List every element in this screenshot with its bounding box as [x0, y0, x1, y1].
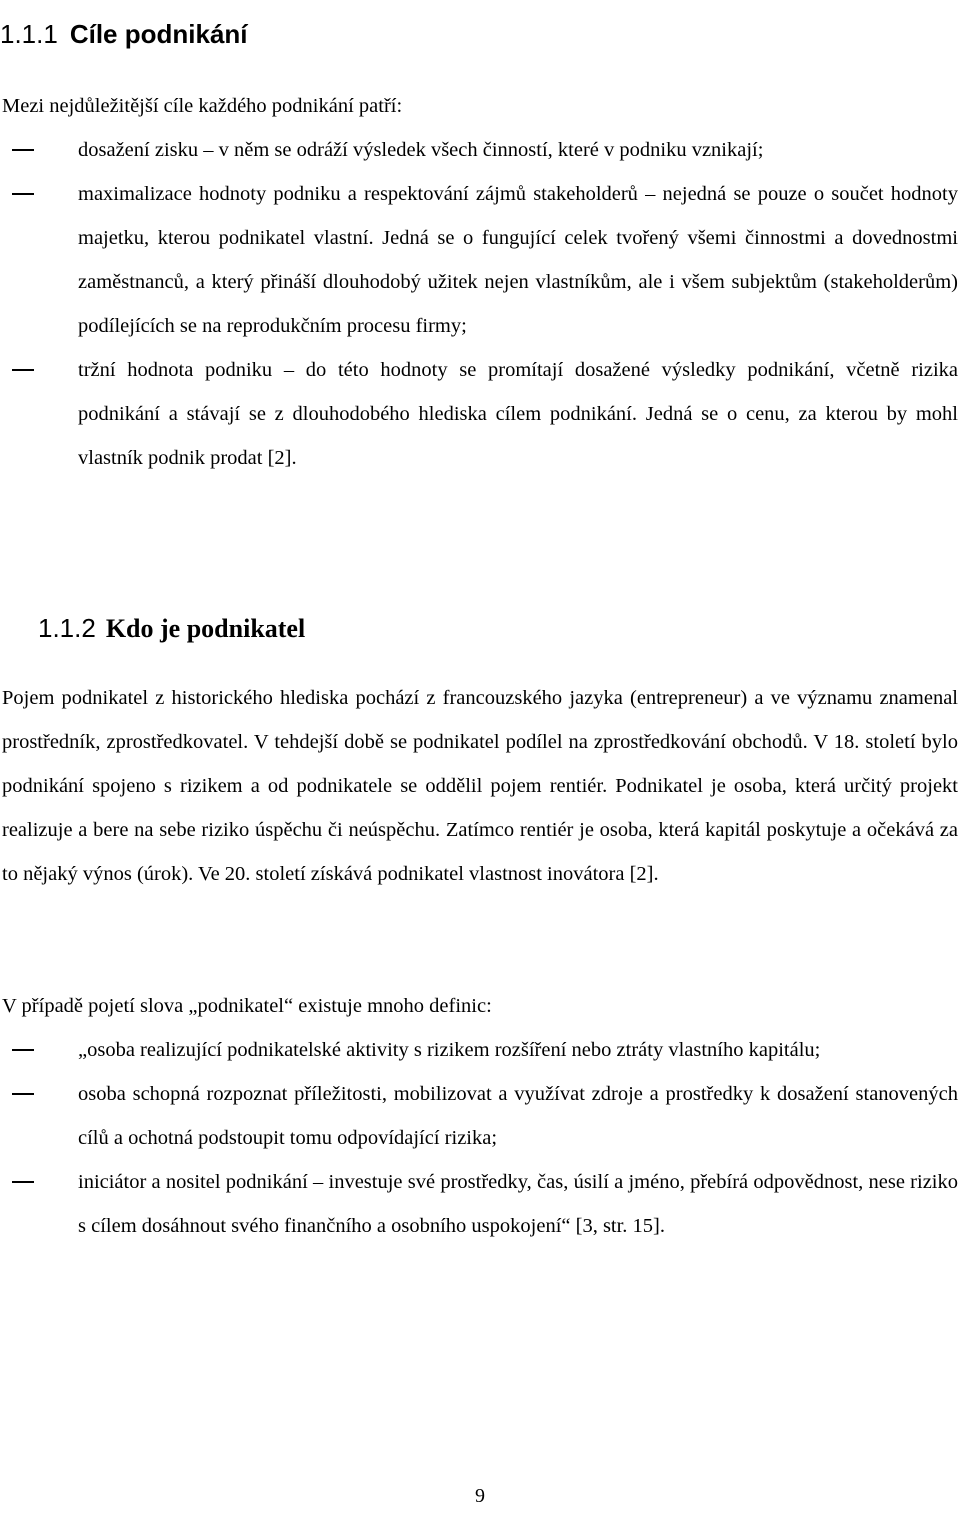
dash-bullet-icon: [12, 1093, 34, 1095]
list-item: [0, 348, 958, 480]
list-item: [0, 1072, 958, 1160]
list-item: [0, 1160, 958, 1248]
section-heading-cile-podnikani: [0, 21, 248, 48]
section-number: 1.1.2: [38, 612, 96, 643]
list-item: [0, 128, 958, 172]
dash-bullet-icon: [12, 369, 34, 371]
list-item-text: tržní hodnota podniku – do této hodnoty se promítají dosažené výsledky podnikání, včetně rizika podnikání a stávají se z dlouhodobého hlediska cílem podnikání. Jedná se o cenu, za kterou by mohl vlastník podnik prodat [2].: [78, 359, 958, 469]
dash-bullet-icon: [12, 193, 34, 195]
list-item-text: dosažení zisku – v něm se odráží výsledek všech činností, které v podniku vznikají;: [78, 139, 764, 161]
dash-bullet-icon: [12, 1049, 34, 1051]
definitions-list: [0, 1028, 958, 1248]
list-item-text: „osoba realizující podnikatelské aktivity s rizikem rozšíření nebo ztráty vlastního kapitálu;: [78, 1039, 821, 1061]
section-title: Kdo je podnikatel: [105, 613, 306, 643]
list-item-text: iniciátor a nositel podnikání – investuje své prostředky, čas, úsilí a jméno, přebírá odpovědnost, nese riziko s cílem dosáhnout svého finančního a osobního uspokojení“ [3, str. 15].: [78, 1171, 958, 1237]
intro-paragraph: Mezi nejdůležitější cíle každého podnikání patří:: [2, 95, 403, 117]
body-paragraph: Pojem podnikatel z historického hlediska pochází z francouzského jazyka (entrepreneur) a ve významu znamenal prostředník, zprostředkovatel. V tehdejší době se podnikatel podílel na zprostředkování obchodů. V 18. století bylo podnikání spojeno s rizikem a od podnikatele se oddělil pojem rentiér. Podnikatel je osoba, která určitý projekt realizuje a bere na sebe riziko úspěchu či neúspěchu. Zatímco rentiér je osoba, která kapitál poskytuje a očekává za to nějaký výnos (úrok). Ve 20. století získává podnikatel vlastnost inovátora [2].: [2, 687, 958, 885]
goals-list: [0, 128, 958, 480]
definitions-intro: V případě pojetí slova „podnikatel“ existuje mnoho definic:: [2, 995, 492, 1017]
list-item-text: osoba schopná rozpoznat příležitosti, mobilizovat a využívat zdroje a prostředky k dosažení stanovených cílů a ochotná podstoupit tomu odpovídající rizika;: [78, 1083, 958, 1149]
section-number: 1.1.1: [0, 19, 58, 50]
section-title: Cíle podnikání: [69, 19, 248, 50]
page-number: 9: [475, 1485, 485, 1507]
list-item: [0, 172, 958, 348]
dash-bullet-icon: [12, 1181, 34, 1183]
list-item: [0, 1028, 958, 1072]
section-heading-kdo-je-podnikatel: [38, 612, 306, 643]
list-item-text: maximalizace hodnoty podniku a respektování zájmů stakeholderů – nejedná se pouze o součet hodnoty majetku, kterou podnikatel vlastní. Jedná se o fungující celek tvořený všemi činnostmi a dovednostmi zaměstnanců, a který přináší dlouhodobý užitek nejen vlastníkům, ale i všem subjektům (stakeholderům) podílejících se na reprodukčním procesu firmy;: [78, 183, 958, 337]
dash-bullet-icon: [12, 149, 34, 151]
